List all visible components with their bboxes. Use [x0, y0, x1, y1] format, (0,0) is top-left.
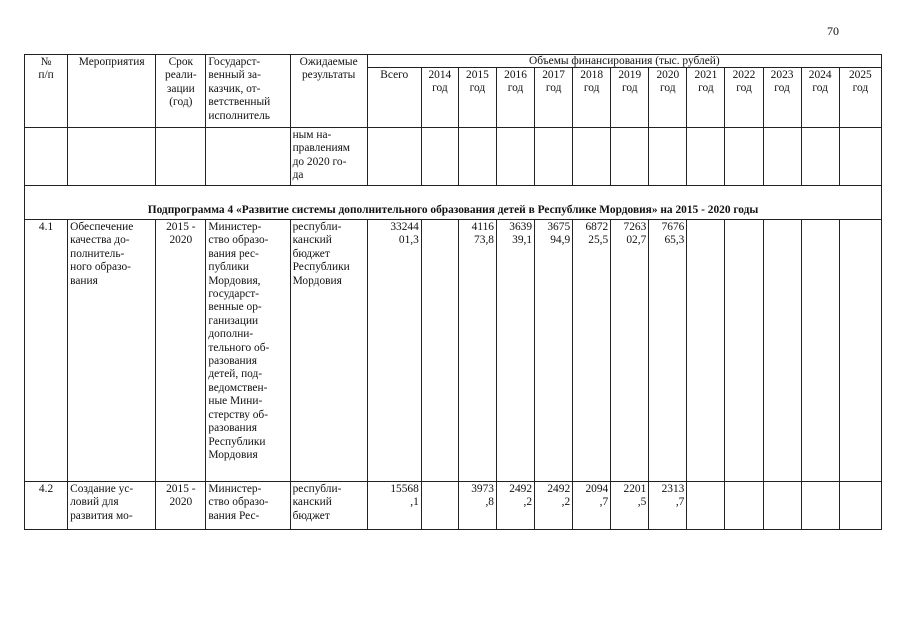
row-source: республи- канский бюджет [290, 482, 367, 530]
header-year: 2022 год [725, 68, 763, 128]
table-row [25, 482, 882, 530]
header-measures: Мероприятия [68, 55, 156, 128]
row-year-value [839, 220, 881, 482]
table-row [25, 220, 882, 482]
header-year: 2021 год [687, 68, 725, 128]
financing-table [24, 54, 882, 530]
row-source: республи- канский бюджет Республики Мордовия [290, 220, 367, 482]
row-year-value [801, 482, 839, 530]
row-term: 2015 - 2020 [156, 482, 206, 530]
page-number: 70 [827, 24, 839, 38]
header-year: 2018 год [573, 68, 611, 128]
row-year-value [801, 220, 839, 482]
row-term: 2015 - 2020 [156, 220, 206, 482]
row-num: 4.1 [25, 220, 68, 482]
header-customer: Государст- венный за- казчик, от- ветственный исполнитель [206, 55, 290, 128]
row-year-value: 4116 73,8 [458, 220, 496, 482]
header-year: 2014 год [421, 68, 458, 128]
row-year-value: 3675 94,9 [535, 220, 573, 482]
row-customer: Министер- ство образо- вания рес- публики Мордовия, государст- венные ор- ганизации дополни- тельного об- разования детей, под- ведомствен- ные Мини- стерству об- разования Республики Мордовия [206, 220, 290, 482]
header-year: 2023 год [763, 68, 801, 128]
row-year-value: 2313 ,7 [649, 482, 687, 530]
row-year-value: 3973 ,8 [458, 482, 496, 530]
row-year-value [687, 482, 725, 530]
row-year-value: 6872 25,5 [573, 220, 611, 482]
header-year: 2019 год [611, 68, 649, 128]
row-year-value: 2201 ,5 [611, 482, 649, 530]
row-total: 33244 01,3 [367, 220, 421, 482]
row-customer: Министер- ство образо- вания Рес- [206, 482, 290, 530]
row-year-value [763, 220, 801, 482]
row-year-value: 7263 02,7 [611, 220, 649, 482]
header-financing: Объемы финансирования (тыс. рублей) [367, 55, 881, 68]
row-year-value: 2492 ,2 [535, 482, 573, 530]
row-year-value: 2094 ,7 [573, 482, 611, 530]
header-year: 2025 год [839, 68, 881, 128]
row-year-value: 7676 65,3 [649, 220, 687, 482]
row-total: 15568 ,1 [367, 482, 421, 530]
header-year: 2016 год [496, 68, 534, 128]
row-measure: Создание ус- ловий для развития мо- [68, 482, 156, 530]
header-year: 2017 год [535, 68, 573, 128]
header-term: Срок реали- зации (год) [156, 55, 206, 128]
row-year-value [687, 220, 725, 482]
header-year: 2015 год [458, 68, 496, 128]
row-year-value [421, 220, 458, 482]
header-year: 2024 год [801, 68, 839, 128]
row-year-value [725, 220, 763, 482]
row-year-value [839, 482, 881, 530]
subprogram-title: Подпрограмма 4 «Развитие системы дополнительного образования детей в Республике Мордовия» на 2015 - 2020 годы [25, 186, 882, 220]
continuation-row [25, 128, 882, 186]
row-year-value [725, 482, 763, 530]
header-results: Ожидаемые результаты [290, 55, 367, 128]
row-year-value: 2492 ,2 [496, 482, 534, 530]
row-year-value [763, 482, 801, 530]
row-measure: Обеспечение качества до- полнитель- ного образо- вания [68, 220, 156, 482]
row-year-value [421, 482, 458, 530]
header-year: 2020 год [649, 68, 687, 128]
header-num: № п/п [25, 55, 68, 128]
header-total: Всего [367, 68, 421, 128]
row-num: 4.2 [25, 482, 68, 530]
row-year-value: 3639 39,1 [496, 220, 534, 482]
continuation-results: ным на- правлениям до 2020 го- да [290, 128, 367, 186]
